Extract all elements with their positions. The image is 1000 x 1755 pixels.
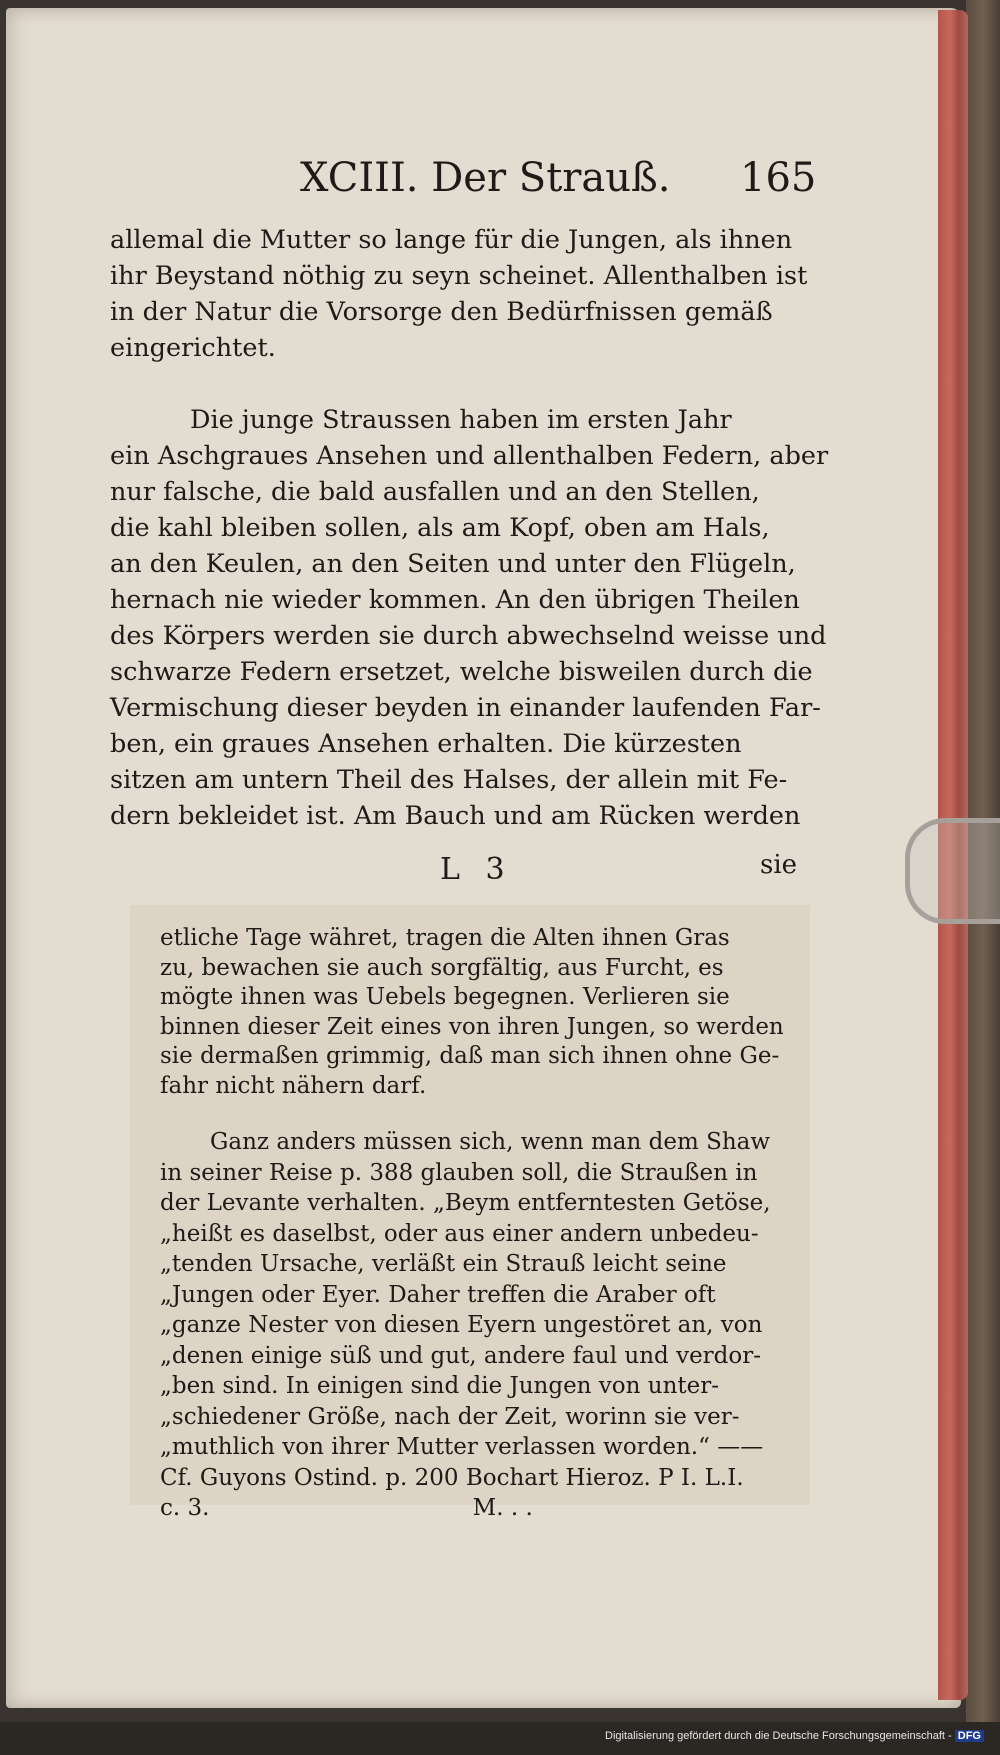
text-line: an den Keulen, an den Seiten und unter den Flügeln, <box>110 549 796 579</box>
text-line: Vermischung dieser beyden in einander laufenden Far- <box>110 693 821 723</box>
text-line: zu, bewachen sie auch sorgfältig, aus Furcht, es <box>160 954 724 981</box>
text-line: die kahl bleiben sollen, als am Kopf, oben am Hals, <box>110 513 770 543</box>
text-line: Ganz anders müssen sich, wenn man dem Shaw <box>210 1129 771 1155</box>
paragraph-gap <box>110 366 810 402</box>
text-line: binnen dieser Zeit eines von ihren Jungen, so werden <box>160 1013 784 1040</box>
text-line: „Jungen oder Eyer. Daher treffen die Araber oft <box>160 1281 716 1308</box>
text-line: der Levante verhalten. „Beym entferntesten Getöse, <box>160 1190 771 1216</box>
catchword: sie <box>760 850 798 880</box>
credit-text: Digitalisierung gefördert durch die Deutsche Forschungsgemeinschaft - <box>605 1730 952 1742</box>
text-line: schwarze Federn ersetzet, welche bisweilen durch die <box>110 657 813 687</box>
text-line: Die junge Straussen haben im ersten Jahr <box>190 405 732 435</box>
text-line: „tenden Ursache, verläßt ein Strauß leicht seine <box>160 1251 727 1277</box>
page-number: 165 <box>740 155 817 201</box>
text-line: Cf. Guyons Ostind. p. 200 Bochart Hieroz. P I. L.I. <box>160 1464 744 1491</box>
text-line: ben, ein graues Ansehen erhalten. Die kürzesten <box>110 729 742 759</box>
text-line: „schiedener Größe, nach der Zeit, worinn sie ver- <box>160 1403 740 1430</box>
text-line: „heißt es daselbst, oder aus einer andern unbedeu- <box>160 1220 759 1247</box>
text-line: eingerichtet. <box>110 333 276 363</box>
running-title: XCIII. Der Strauß. <box>300 155 671 201</box>
text-line: dern bekleidet ist. Am Bauch und am Rücken werden <box>110 801 801 831</box>
dfg-logo: DFG <box>955 1730 984 1742</box>
text-line: „muthlich von ihrer Mutter verlassen worden.“ —— <box>160 1434 764 1460</box>
text-line: sitzen am untern Theil des Halses, der allein mit Fe- <box>110 765 788 795</box>
text-line: in seiner Reise p. 388 glauben soll, die Straußen in <box>160 1159 758 1186</box>
slip-text-block <box>160 924 800 1101</box>
text-line: ein Aschgraues Ansehen und allenthalben Federn, aber <box>110 441 829 471</box>
text-line: sie dermaßen grimmig, daß man sich ihnen ohne Ge- <box>160 1043 780 1069</box>
text-line: des Körpers werden sie durch abwechselnd weisse und <box>110 621 827 651</box>
text-line: „denen einige süß und gut, andere faul und verdor- <box>160 1342 762 1369</box>
text-line: „ganze Nester von diesen Eyern ungestöret an, von <box>160 1312 763 1338</box>
page-clip <box>905 818 1000 924</box>
text-line: allemal die Mutter so lange für die Jungen, als ihnen <box>110 225 793 255</box>
text-line: hernach nie wieder kommen. An den übrigen Theilen <box>110 585 800 615</box>
funding-credit <box>605 1730 984 1742</box>
text-line: in der Natur die Vorsorge den Bedürfnissen gemäß <box>110 297 773 327</box>
text-line: fahr nicht nähern darf. <box>160 1072 427 1099</box>
signature-mark: L 3 <box>440 852 513 887</box>
text-line: „ben sind. In einigen sind die Jungen von unter- <box>160 1373 720 1399</box>
text-line: nur falsche, die bald ausfallen und an den Stellen, <box>110 477 760 507</box>
main-text-block <box>110 222 829 834</box>
text-line: mögte ihnen was Uebels begegnen. Verlieren sie <box>160 984 730 1010</box>
text-line: c. 3. M. . . <box>160 1495 533 1521</box>
text-line: etliche Tage währet, tragen die Alten ihnen Gras <box>160 925 730 951</box>
text-line: ihr Beystand nöthig zu seyn scheinet. Allenthalben ist <box>110 261 808 291</box>
slip-quote-block <box>160 1127 800 1524</box>
